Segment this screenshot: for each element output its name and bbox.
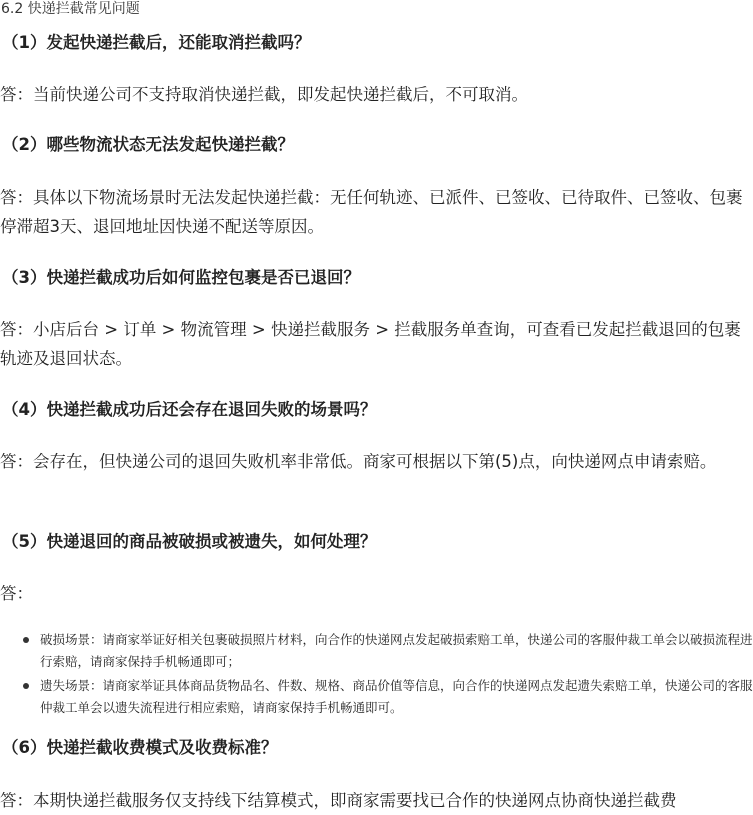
question-1: （1）发起快递拦截后，还能取消拦截吗？ bbox=[2, 33, 311, 52]
bullet-dot-icon bbox=[23, 637, 29, 643]
question-2: （2）哪些物流状态无法发起快递拦截？ bbox=[2, 135, 294, 154]
question-3: （3）快递拦截成功后如何监控包裹是否已退回？ bbox=[2, 268, 360, 287]
bullet-dot-icon bbox=[23, 683, 29, 689]
answer-1: 答：当前快递公司不支持取消快递拦截，即发起快递拦截后，不可取消。 bbox=[0, 85, 528, 104]
list-item bbox=[0, 675, 753, 719]
question-5: （5）快递退回的商品被破损或被遗失，如何处理？ bbox=[2, 532, 377, 551]
answer-5-intro: 答： bbox=[0, 584, 33, 603]
answer-3: 答：小店后台 > 订单 > 物流管理 > 快递拦截服务 > 拦截服务单查询，可查看已发起拦截退回的包裹轨迹及退回状态。 bbox=[0, 320, 741, 368]
question-6: （6）快递拦截收费模式及收费标准？ bbox=[2, 738, 278, 757]
list-item bbox=[0, 629, 753, 673]
bullet-text-loss: 遗失场景：请商家举证具体商品货物品名、件数、规格、商品价值等信息，向合作的快递网点发起遗失索赔工单，快递公司的客服仲裁工单会以遗失流程进行相应索赔，请商家保持手机畅通即可。 bbox=[40, 678, 753, 715]
answer-6: 答：本期快递拦截服务仅支持线下结算模式，即商家需要找已合作的快递网点协商快递拦截费 bbox=[0, 791, 677, 810]
answer-4: 答：会存在，但快递公司的退回失败机率非常低。商家可根据以下第(5)点，向快递网点申请索赔。 bbox=[0, 452, 717, 471]
answer-5-list bbox=[0, 629, 753, 721]
answer-2: 答：具体以下物流场景时无法发起快递拦截：无任何轨迹、已派件、已签收、已待取件、已签收、包裹停滞超3天、退回地址因快递不配送等原因。 bbox=[0, 188, 743, 236]
question-4: （4）快递拦截成功后还会存在退回失败的场景吗？ bbox=[2, 400, 377, 419]
section-title: 6.2 快递拦截常见问题 bbox=[1, 1, 140, 17]
bullet-text-damage: 破损场景：请商家举证好相关包裹破损照片材料，向合作的快递网点发起破损索赔工单，快递公司的客服仲裁工单会以破损流程进行索赔，请商家保持手机畅通即可； bbox=[40, 632, 753, 669]
